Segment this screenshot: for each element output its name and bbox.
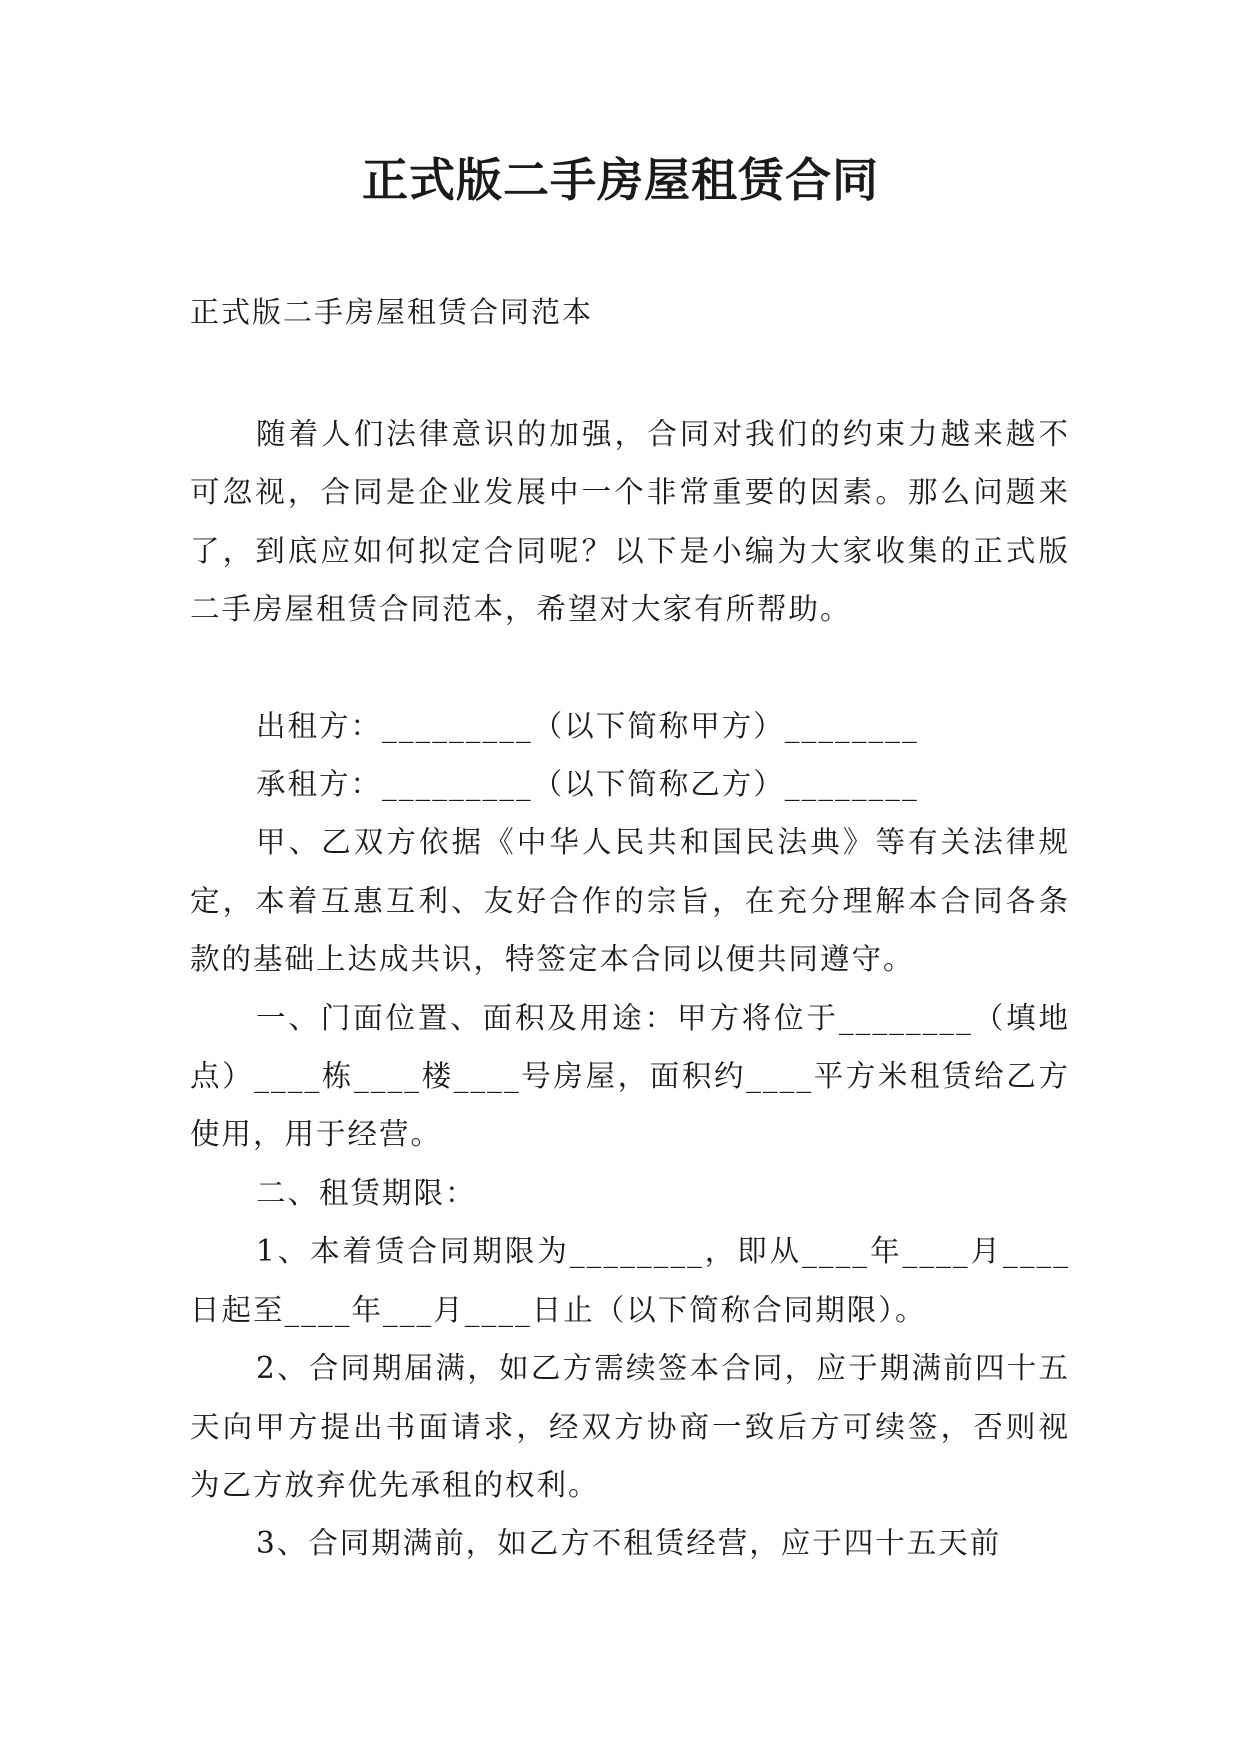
clause-2-item-2: 2、合同期届满，如乙方需续签本合同，应于期满前四十五天向甲方提出书面请求，经双方协商一致后方可续签，否则视为乙方放弃优先承租的权利。: [190, 1351, 1070, 1502]
lessor-line: 出租方：_________（以下简称甲方）________: [256, 708, 919, 743]
legal-basis-paragraph: 甲、乙双方依据《中华人民共和国民法典》等有关法律规定，本着互惠互利、友好合作的宗旨，在充分理解本合同各条款的基础上达成共识，特签定本合同以便共同遵守。: [190, 825, 1070, 977]
clause-1-location: 一、门面位置、面积及用途：甲方将位于________（填地点）____栋____楼____号房屋，面积约____平方米租赁给乙方使用，用于经营。: [190, 1000, 1070, 1152]
document-title: 正式版二手房屋租赁合同: [362, 153, 879, 207]
lessee-line: 承租方：_________（以下简称乙方）________: [256, 767, 919, 802]
clause-2-heading: 二、租赁期限：: [256, 1175, 477, 1210]
intro-paragraph: 随着人们法律意识的加强，合同对我们的约束力越来越不可忽视，合同是企业发展中一个非常重要的因素。那么问题来了，到底应如何拟定合同呢？以下是小编为大家收集的正式版二手房屋租赁合同范本，希望对大家有所帮助。: [190, 417, 1070, 627]
clause-2-item-1: 1、本着赁合同期限为________，即从____年____月____日起至____年___月____日止（以下简称合同期限）。: [190, 1234, 1070, 1327]
clause-2-item-3: 3、合同期满前，如乙方不租赁经营，应于四十五天前: [256, 1526, 1002, 1561]
document-subtitle: 正式版二手房屋租赁合同范本: [190, 295, 594, 329]
document-body: [190, 405, 1070, 1573]
paragraph-spacer: [190, 639, 1070, 697]
